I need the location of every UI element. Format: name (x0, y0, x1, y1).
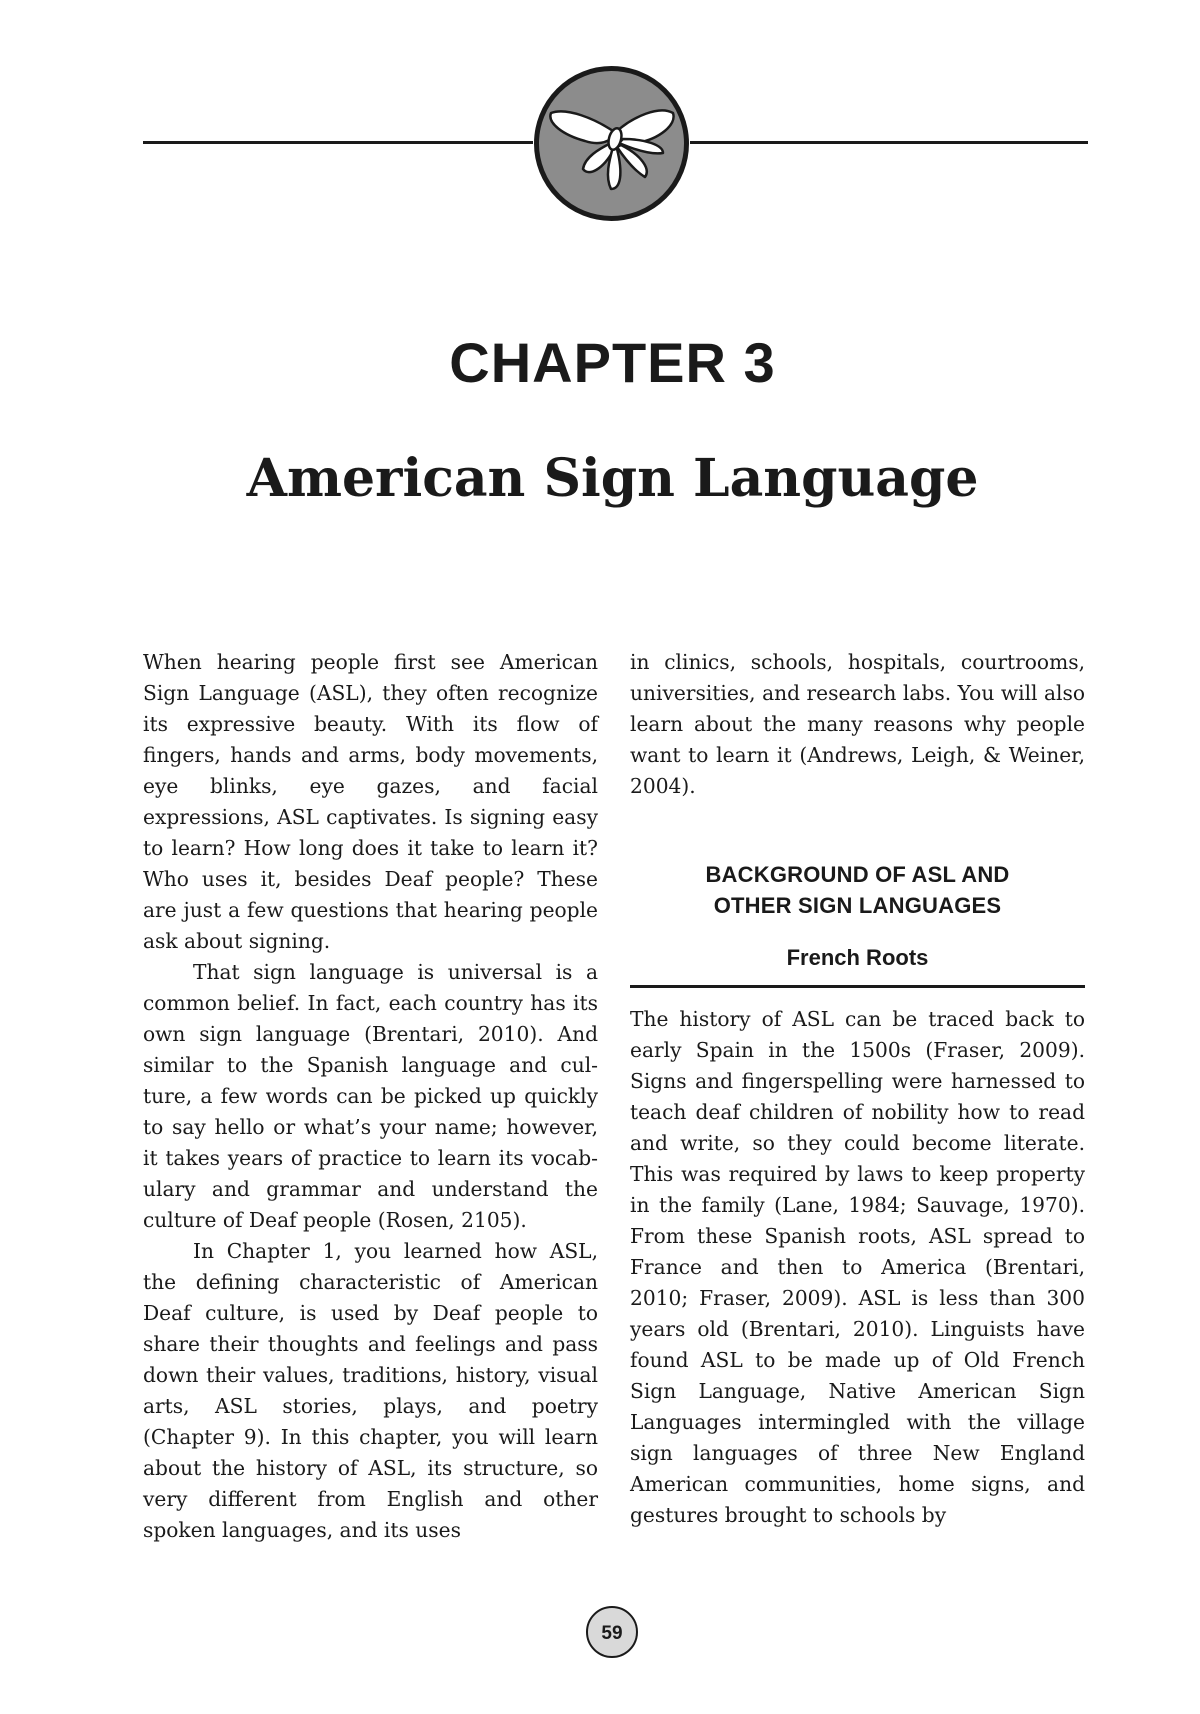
chapter-label: CHAPTER 3 (449, 331, 776, 394)
section-heading (630, 859, 1085, 921)
left-column (143, 647, 598, 1546)
butterfly-icon (533, 65, 690, 222)
section-heading-line: OTHER SIGN LANGUAGES (713, 893, 1002, 918)
page-number: 59 (586, 1606, 638, 1658)
header-rule-right (690, 141, 1088, 144)
right-column (630, 647, 1085, 1531)
body-paragraph: In Chapter 1, you learned how ASL, the defining characteristic of American Deaf culture, is used by Deaf people to share their thoughts and feelings and pass down their values, traditions, history, visual arts, ASL stories, plays, and poetry (Chapter 9). In this chapter, you will learn about the history of ASL, its structure, so very different from English and other spoken languages, and its uses (143, 1239, 598, 1542)
header-rule-left (143, 141, 533, 144)
body-paragraph: The history of ASL can be traced back to early Spain in the 1500s (Fraser, 2009). Signs and fingerspelling were harnessed to teach deaf children of nobility how to read and write, so they could become literate. This was required by laws to keep property in the family (Lane, 1984; Sauvage, 1970). From these Spanish roots, ASL spread to France and then to America (Brentari, 2010; Fraser, 2009). ASL is less than 300 years old (Brentari, 2010). Linguists have found ASL to be made up of Old French Sign Language, Native American Sign Languages intermingled with the village sign languages of three New England American communities, home signs, and gestures brought to schools by (630, 1007, 1085, 1527)
body-paragraph: That sign language is universal is a common belief. In fact, each country has its own sign language (Brentari, 2010). And similar to the Spanish language and culture, a few words can be picked up quickly to say hello or what’s your name; however, it takes years of practice to learn its vocabulary and grammar and understand the culture of Deaf people (Rosen, 2105). (143, 960, 598, 1232)
body-paragraph-continuation: in clinics, schools, hospitals, courtrooms, universities, and research labs. You will also learn about the many reasons why people want to learn it (Andrews, Leigh, & Weiner, 2004). (630, 650, 1085, 798)
subsection-heading: French Roots (630, 942, 1085, 988)
chapter-title: American Sign Language (246, 448, 979, 509)
body-paragraph: When hearing people first see American Sign Language (ASL), they often recognize its expressive beauty. With its flow of fingers, hands and arms, body movements, eye blinks, eye gazes, and facial expressions, ASL captivates. Is signing easy to learn? How long does it take to learn it? Who uses it, besides Deaf people? These are just a few questions that hearing people ask about signing. (143, 650, 598, 953)
section-heading-line: BACKGROUND OF ASL AND (705, 862, 1010, 887)
